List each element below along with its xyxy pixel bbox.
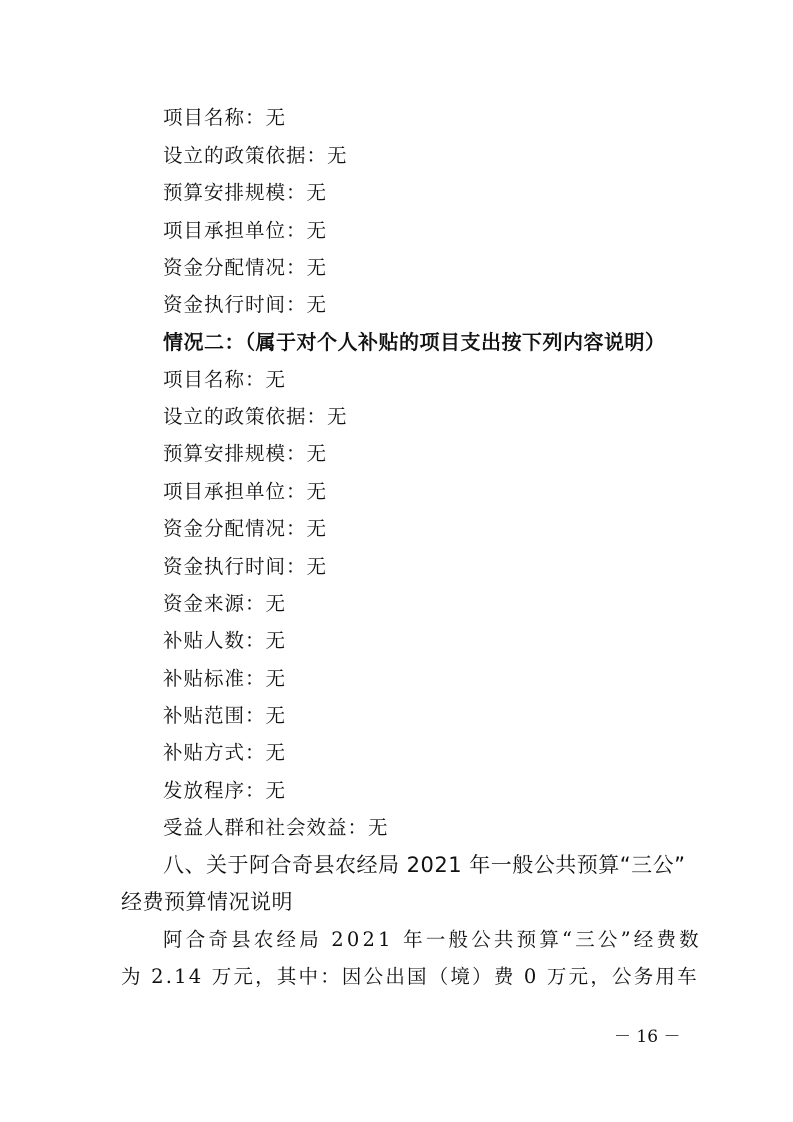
item-line: 项目承担单位：无 — [163, 480, 328, 503]
item-line: 补贴标准：无 — [163, 667, 287, 690]
item-line: 补贴人数：无 — [163, 629, 287, 652]
item-line: 资金执行时间：无 — [163, 293, 328, 316]
item-line: 设立的政策依据：无 — [163, 144, 348, 167]
item-line: 项目名称：无 — [163, 106, 287, 129]
item-line: 预算安排规模：无 — [163, 181, 328, 204]
section-heading: 情况二：（属于对个人补贴的项目支出按下列内容说明） — [163, 330, 666, 354]
section8-heading: 八、关于阿合奇县农经局 2021 年一般公共预算“三公” — [163, 853, 686, 877]
item-line: 资金分配情况：无 — [163, 256, 328, 279]
item-line: 设立的政策依据：无 — [163, 405, 348, 428]
page-number: － 16 － — [614, 1027, 681, 1047]
item-line: 补贴方式：无 — [163, 741, 287, 764]
body-paragraph-line: 为 2.14 万元，其中：因公出国（境）费 0 万元，公务用车 — [121, 965, 699, 988]
body-paragraph-line: 阿合奇县农经局 2021 年一般公共预算“三公”经费数 — [163, 928, 702, 951]
item-line: 受益人群和社会效益：无 — [163, 816, 389, 839]
item-line: 资金执行时间：无 — [163, 555, 328, 578]
item-line: 资金分配情况：无 — [163, 517, 328, 540]
item-line: 发放程序：无 — [163, 779, 287, 802]
item-line: 项目名称：无 — [163, 368, 287, 391]
section8-heading-cont: 经费预算情况说明 — [121, 890, 293, 914]
item-line: 补贴范围：无 — [163, 704, 287, 727]
item-line: 资金来源：无 — [163, 592, 287, 615]
item-line: 预算安排规模：无 — [163, 442, 328, 465]
item-line: 项目承担单位：无 — [163, 219, 328, 242]
